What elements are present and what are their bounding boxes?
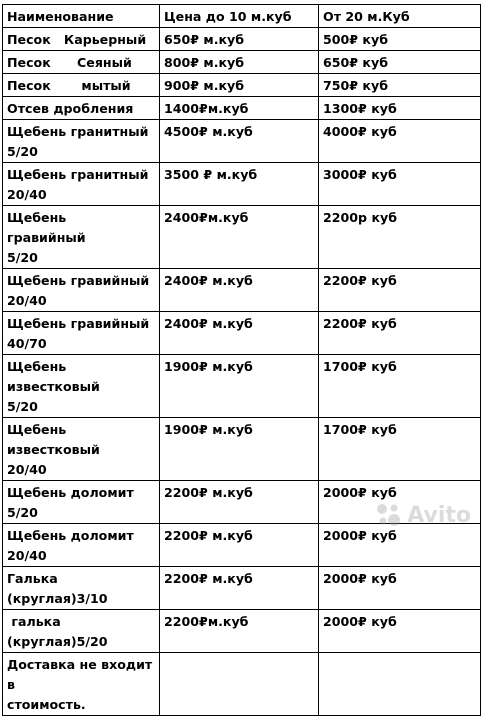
cell-name: Галька (круглая)3/10 — [3, 567, 160, 610]
cell-price-small: 2200₽ м.куб — [160, 481, 319, 524]
table-row — [3, 418, 481, 481]
cell-price-small: 650₽ м.куб — [160, 28, 319, 51]
cell-price-large: 2000₽ куб — [319, 567, 481, 610]
cell-name: Щебень доломит 5/20 — [3, 481, 160, 524]
cell-name: галька (круглая)5/20 — [3, 610, 160, 653]
table-row — [3, 74, 481, 97]
cell-price-small: 1900₽ м.куб — [160, 418, 319, 481]
cell-price-large — [319, 653, 481, 716]
cell-price-large: 2200₽ куб — [319, 312, 481, 355]
cell-name: Песок мытый — [3, 74, 160, 97]
cell-name: Щебень гравийный 20/40 — [3, 269, 160, 312]
header-price-large: От 20 м.Куб — [319, 5, 481, 28]
table-header-row — [3, 5, 481, 28]
table-row — [3, 97, 481, 120]
avito-logo-icon — [373, 500, 403, 530]
cell-price-large: 1300₽ куб — [319, 97, 481, 120]
avito-watermark — [373, 500, 471, 530]
table-row — [3, 269, 481, 312]
cell-price-small: 2200₽ м.куб — [160, 567, 319, 610]
price-table — [2, 4, 481, 716]
table-row — [3, 51, 481, 74]
cell-price-small: 4500₽ м.куб — [160, 120, 319, 163]
cell-price-large: 1700₽ куб — [319, 418, 481, 481]
cell-price-large: 500₽ куб — [319, 28, 481, 51]
table-row — [3, 567, 481, 610]
cell-price-small: 2400₽ м.куб — [160, 312, 319, 355]
cell-name: Отсев дробления — [3, 97, 160, 120]
table-row — [3, 653, 481, 716]
cell-price-small: 3500 ₽ м.куб — [160, 163, 319, 206]
cell-price-small: 900₽ м.куб — [160, 74, 319, 97]
header-name: Наименование — [3, 5, 160, 28]
table-row — [3, 312, 481, 355]
cell-price-large: 4000₽ куб — [319, 120, 481, 163]
cell-price-small: 2200₽м.куб — [160, 610, 319, 653]
cell-price-small: 800₽ м.куб — [160, 51, 319, 74]
cell-name: Щебень доломит 20/40 — [3, 524, 160, 567]
cell-price-small: 2400₽м.куб — [160, 206, 319, 269]
cell-price-small: 1900₽ м.куб — [160, 355, 319, 418]
cell-name: Доставка не входит в стоимость. — [3, 653, 160, 716]
table-row — [3, 206, 481, 269]
cell-price-large: 2000₽ куб — [319, 481, 481, 524]
header-price-small: Цена до 10 м.куб — [160, 5, 319, 28]
cell-price-large: 2200р куб — [319, 206, 481, 269]
cell-price-small: 2200₽ м.куб — [160, 524, 319, 567]
table-row — [3, 163, 481, 206]
table-row — [3, 120, 481, 163]
cell-name: Щебень гранитный 20/40 — [3, 163, 160, 206]
cell-name: Щебень гравийный 5/20 — [3, 206, 160, 269]
cell-price-large: 1700₽ куб — [319, 355, 481, 418]
cell-price-large: 2000₽ куб — [319, 524, 481, 567]
cell-name: Песок Карьерный — [3, 28, 160, 51]
cell-name: Щебень известковый 20/40 — [3, 418, 160, 481]
cell-price-small: 1400₽м.куб — [160, 97, 319, 120]
cell-price-large: 2000₽ куб — [319, 610, 481, 653]
table-row — [3, 355, 481, 418]
cell-name: Щебень гравийный 40/70 — [3, 312, 160, 355]
cell-price-small: 2400₽ м.куб — [160, 269, 319, 312]
cell-price-large: 2200₽ куб — [319, 269, 481, 312]
table-row — [3, 610, 481, 653]
cell-price-small — [160, 653, 319, 716]
table-row — [3, 28, 481, 51]
cell-price-large: 3000₽ куб — [319, 163, 481, 206]
cell-name: Песок Сеяный — [3, 51, 160, 74]
watermark-text: Avito — [407, 502, 471, 528]
cell-name: Щебень гранитный 5/20 — [3, 120, 160, 163]
cell-name: Щебень известковый 5/20 — [3, 355, 160, 418]
cell-price-large: 650₽ куб — [319, 51, 481, 74]
cell-price-large: 750₽ куб — [319, 74, 481, 97]
